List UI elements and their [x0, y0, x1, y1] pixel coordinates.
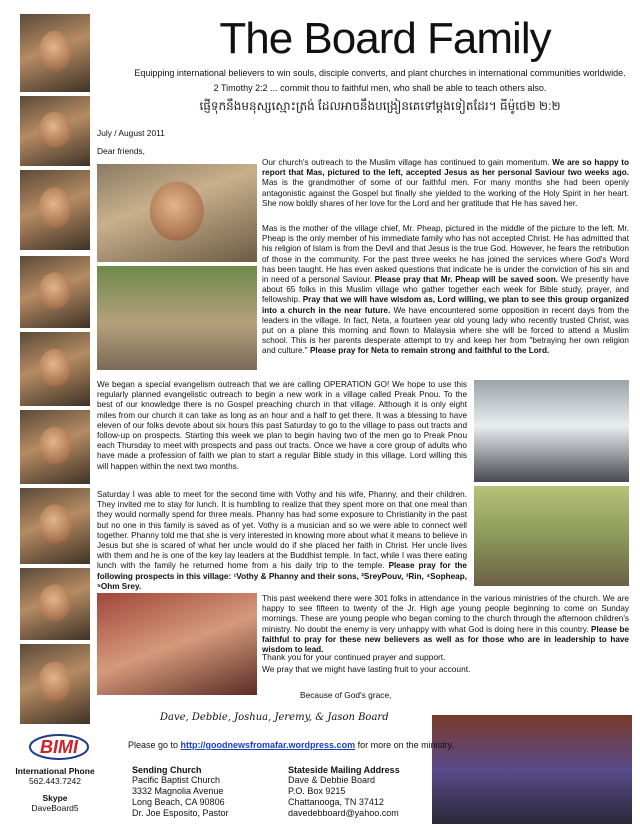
- greeting: Dear friends,: [97, 146, 145, 156]
- p2-text-c: We presently have about 65 folks in this Muslim village who gather together each week for Bible study, prayer, and fellowship.: [262, 275, 629, 305]
- portrait-girl-3: [20, 568, 90, 640]
- p1-text-a: Our church's outreach to the Muslim village has continued to gain momentum.: [262, 158, 553, 167]
- intl-phone-label: International Phone: [15, 766, 95, 776]
- page-title: The Board Family: [219, 14, 551, 63]
- sending-line: Long Beach, CA 90806: [132, 797, 225, 807]
- bimi-logo: [28, 732, 90, 762]
- sending-line: 3332 Magnolia Avenue: [132, 786, 224, 796]
- mailing-address-block: [288, 765, 428, 819]
- verse: 2 Timothy 2:2 ... commit thou to faithful men, who shall be able to teach others also.: [213, 83, 547, 93]
- paragraph-vothy: [97, 490, 467, 592]
- paragraph-attendance: [262, 594, 629, 655]
- p1-text-c: Mas is the grandmother of some of our faithful men. For many months she had been openly antagonistic against the Gospel but finally she yielded to the working of the Holy Spirit in her heart. She now boldly shares of her love for the Lord and her gratitude that He has saved her.: [262, 178, 629, 208]
- p2-text-d: Pray that we will have wisdom as, Lord willing, we plan to see this group organized into a church in the near future.: [262, 295, 629, 315]
- thanks-line-1: Thank you for your continued prayer and support.: [262, 652, 446, 662]
- email-link[interactable]: davedebboard@yahoo.com: [288, 808, 399, 818]
- p2-text-b: Please pray that Mr. Pheap will be saved soon.: [374, 275, 559, 285]
- khmer-verse: ផ្ញើទុកនឹងមនុស្សស្មោះត្រង់ ដែលអាចនឹងបង្រៀនគេទៅម្តងទៀតដែរ។ ធីម៉ូថេ២ ២:២: [199, 99, 561, 113]
- portrait-girl-2: [20, 332, 90, 406]
- contact-phone-block: [10, 766, 100, 814]
- letter-date: July / August 2011: [97, 128, 165, 138]
- blog-suffix: for more on the ministry.: [355, 740, 454, 750]
- tagline: Equipping international believers to win souls, disciple converts, and plant churches in international communities worldwide.: [134, 68, 626, 78]
- thanks-line-2: We pray that we might have lasting fruit to your account.: [262, 664, 471, 674]
- intl-phone: 562.443.7242: [29, 776, 81, 786]
- portrait-woman-hat: [20, 96, 90, 166]
- mailing-label: Stateside Mailing Address: [288, 765, 400, 775]
- portrait-woman-scarf: [20, 256, 90, 328]
- sending-church-label: Sending Church: [132, 765, 202, 775]
- closing: Because of God's grace,: [300, 690, 392, 700]
- skype-label: Skype: [42, 793, 68, 803]
- mailing-line: Chattanooga, TN 37412: [288, 797, 384, 807]
- p1-text-b: We are so happy to report that Mas, pictured to the left, accepted Jesus as her personal Saviour two weeks ago.: [262, 158, 629, 178]
- blog-link[interactable]: http://goodnewsfromafar.wordpress.com: [180, 740, 356, 750]
- paragraph-operation-go: We began a special evangelism outreach that we are calling OPERATION GO! We hope to use this regularly planned evangelistic outreach to begin a new work in a village called Preak Pnou. To the best of our knowledge there is no Gospel preaching church in that village. Although it is only eight miles from our church it can take as long as an hour and a half to get there. It was a blessing to have eleven of our folks devote about six hours this past Saturday to go to the village to pass out tracts and follow-up on prospects. Starting this week we plan to begin having two of the men go to Preak Pnou each Thursday to meet with prospects and pass out tracts. Once we have a core group of adults who have made a profession of faith we plan to start a regular Bible study in this village. Lord willing this will happen within the next two months.: [97, 380, 467, 471]
- photo-young-people: [97, 593, 257, 695]
- photo-village-group: [97, 266, 257, 370]
- sending-line: Dr. Joe Esposito, Pastor: [132, 808, 229, 818]
- p5-text-a: This past weekend there were 301 folks in attendance in the various ministries of the church. We are happy to see fifteen to twenty of the Jr. High age young people beginning to come on Sunday mornings. These are young people who began coming to the church through the afternoon children's ministry. No doubt the enemy is very unhappy with what God is doing here in this country.: [262, 594, 629, 634]
- signature: Dave, Debbie, Joshua, Jeremy, & Jason Board: [160, 712, 389, 723]
- p2-text-f: Please pray for Neta to remain strong and faithful to the Lord.: [309, 346, 550, 356]
- p4-text-a: Saturday I was able to meet for the second time with Vothy and his wife, Phanny, and their children. They invited me to stay for lunch. It is humbling to realize that they spent more on that one meal than they would normally spend for three meals. Phanny has had some exposure to Christianity in the past but no one in this family is saved as of yet. Vothy is a musician and so we were able to connect well together. Phanny told me that she is very interested in knowing more about what it means to believe in Jesus but she is scared of what her uncle would do if she placed her faith in Christ. Her uncle lives with them and he is one of the key lay leaders at the Buddhist temple. In fact, while I was there eating lunch with the family he returned home from a his daily trip to the temple.: [97, 490, 468, 571]
- p4-text-c: ¹Vothy & Phanny and their sons, ²SreyPouv, ³Rin, ⁴Sopheap, ⁵Ohm Srey.: [97, 571, 467, 591]
- skype-id: DaveBoard5: [31, 803, 79, 813]
- portrait-man-1: [20, 170, 90, 250]
- mailing-line: Dave & Debbie Board: [288, 775, 376, 785]
- portrait-man-cap: [20, 410, 90, 484]
- portrait-girl-1: [20, 14, 90, 92]
- mailing-line: P.O. Box 9215: [288, 786, 346, 796]
- blog-prefix: Please go to: [128, 740, 181, 750]
- paragraph-mas: [262, 158, 629, 209]
- p5-text-b: Please be faithful to pray for these new believers as well as for those who are in leadership to have wisdom to lead.: [262, 624, 629, 655]
- photo-operation-go-team: [474, 380, 629, 482]
- blog-line: [128, 740, 454, 751]
- bimi-logo-text: BIMI: [40, 737, 78, 757]
- portrait-elder-woman: [20, 644, 90, 724]
- photo-mas: [97, 164, 257, 262]
- portrait-woman-2: [20, 488, 90, 564]
- p2-text-a: Mas is the mother of the village chief, Mr. Pheap, pictured in the middle of the picture to the left. Mr. Pheap is the only member of his immediate family who has not accepted Christ. He has admitted that his religion of Islam is from the Devil and that Jesus is the true God. However, he fears the retribution of those in the community. For the past three weeks he has joined the services where God's Word has been taught. He has even asked questions that indicate he is under the conviction of his sin and in need of a personal Saviour.: [262, 224, 629, 285]
- sending-church-block: [132, 765, 272, 819]
- p4-text-b: Please pray for the following prospects in this village:: [97, 561, 467, 581]
- sending-line: Pacific Baptist Church: [132, 775, 221, 785]
- paragraph-pheap: [262, 224, 629, 357]
- p2-text-e: We have encountered some opposition in recent days from the leaders in the village. In fact, Neta, a fourteen year old young lady who recently trusted Christ, was put on a plane this morning and flown to Malaysia where she will be forced to attend a Muslim school. This is her parents desperate attempt to try and keep her from "betraying her own religion and culture.": [262, 305, 630, 356]
- photo-board-family: [432, 688, 632, 824]
- photo-vothy-family: [474, 486, 629, 586]
